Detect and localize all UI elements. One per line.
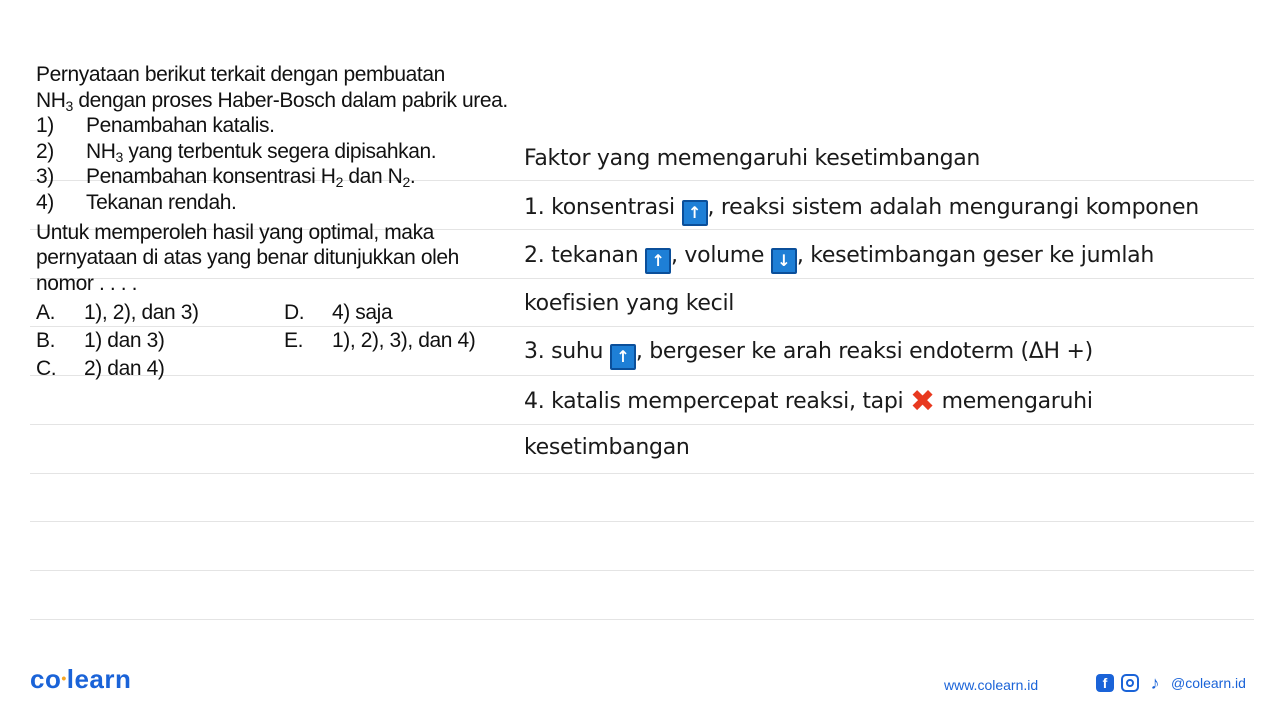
option-letter: B. (36, 329, 56, 353)
up-arrow-icon: ↑ (610, 344, 636, 370)
question-intro: Pernyataan berikut terkait dengan pembuatan $NH_3$ dengan proses Haber-Bosch dalam pabrik urea. (36, 63, 508, 114)
answer-options (36, 300, 516, 381)
rule-line (30, 570, 1254, 571)
option-text: 4) saja (332, 301, 393, 325)
social-links (1096, 674, 1246, 692)
instagram-icon[interactable] (1121, 674, 1139, 692)
note-line-concentration: 1. konsentrasi ↑ , reaksi sistem adalah mengurangi komponen (524, 195, 1199, 226)
note-line-pressure: 2. tekanan ↑ , volume ↓ , kesetimbangan geser ke jumlah (524, 243, 1154, 274)
note-line-catalyst: 4. katalis mempercepat reaksi, tapi ✖ memengaruhi (524, 384, 1093, 419)
rule-line (30, 473, 1254, 474)
tiktok-icon[interactable]: ♪ (1150, 673, 1160, 693)
up-arrow-icon: ↑ (645, 248, 671, 274)
rule-line (30, 424, 1254, 425)
option-letter: C. (36, 356, 57, 380)
facebook-icon[interactable]: f (1096, 674, 1114, 692)
statement-item: 2) $NH_3$ yang terbentuk segera dipisahkan. (36, 139, 437, 165)
question-block (36, 62, 516, 381)
note-line-equilibrium: kesetimbangan (524, 435, 690, 460)
option-letter: E. (284, 329, 304, 353)
up-arrow-icon: ↑ (682, 200, 708, 226)
note-line-temperature: 3. suhu ↑ , bergeser ke arah reaksi endoterm (ΔH +) (524, 339, 1093, 370)
cross-icon: ✖ (910, 384, 935, 419)
option-text: 1), 2), 3), dan 4) (332, 329, 476, 353)
rule-line (30, 521, 1254, 522)
option-text: 2) dan 4) (84, 356, 165, 380)
notes-title: Faktor yang memengaruhi kesetimbangan (524, 146, 981, 171)
question-prompt: Untuk memperoleh hasil yang optimal, maka pernyataan di atas yang benar ditunjukkan oleh nomor . . . . (36, 220, 459, 295)
option-text: 1) dan 3) (84, 329, 165, 353)
statement-item: 4) Tekanan rendah. (36, 191, 237, 215)
option-letter: A. (36, 301, 56, 325)
website-link[interactable]: www.colearn.id (944, 677, 1039, 693)
option-letter: D. (284, 301, 305, 325)
statement-item: 1) Penambahan katalis. (36, 114, 275, 138)
option-text: 1), 2), dan 3) (84, 301, 199, 325)
rule-line (30, 619, 1254, 620)
down-arrow-icon: ↓ (771, 248, 797, 274)
statement-item: 3) Penambahan konsentrasi $H_2$ dan $N_2$. (36, 165, 416, 191)
note-line-coefficient: koefisien yang kecil (524, 291, 735, 316)
colearn-logo: co•learn (30, 664, 132, 694)
social-handle[interactable]: @colearn.id (1171, 675, 1246, 691)
